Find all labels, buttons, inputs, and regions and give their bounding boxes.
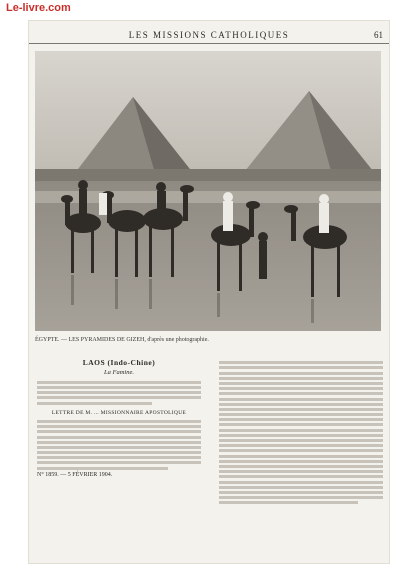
text-line	[37, 402, 152, 405]
text-line	[37, 467, 168, 470]
text-line	[219, 387, 383, 390]
text-line	[219, 444, 383, 447]
text-line	[37, 441, 201, 444]
photo-illustration	[35, 51, 381, 331]
text-line	[219, 403, 383, 406]
text-line	[37, 430, 201, 433]
text-line	[219, 413, 383, 416]
text-line	[219, 408, 383, 411]
page-number: 61	[374, 30, 383, 40]
text-line	[219, 398, 383, 401]
text-line	[219, 392, 383, 395]
figure-caption: ÉGYPTE. — LES PYRAMIDES DE GIZEH, d'après une photographie.	[35, 337, 209, 343]
text-line	[219, 439, 383, 442]
left-body-text	[37, 381, 201, 405]
text-line	[219, 418, 383, 421]
text-line	[37, 456, 201, 459]
text-line	[219, 449, 383, 452]
text-line	[219, 486, 383, 489]
text-line	[219, 361, 383, 364]
site-watermark: Le-livre.com	[6, 2, 71, 14]
right-column	[219, 359, 383, 506]
section-subtitle: La Famine.	[104, 369, 134, 377]
section-title: LAOS (Indo-Chine)	[82, 358, 156, 367]
pyramids-photograph	[35, 51, 381, 331]
text-line	[219, 481, 383, 484]
text-line	[219, 455, 383, 458]
text-line	[37, 436, 201, 439]
text-line	[219, 382, 383, 385]
text-line	[219, 491, 383, 494]
issue-footer: N° 1859. — 5 FÉVRIER 1904.	[37, 471, 113, 478]
text-line	[219, 475, 383, 478]
text-line	[219, 366, 383, 369]
text-line	[37, 451, 201, 454]
letter-body-text	[37, 420, 201, 470]
left-column	[37, 359, 201, 479]
text-line	[219, 496, 383, 499]
text-line	[219, 470, 383, 473]
text-line	[219, 429, 383, 432]
text-line	[37, 461, 201, 464]
text-line	[37, 396, 201, 399]
text-line	[219, 460, 383, 463]
right-body-text	[219, 361, 383, 504]
text-line	[37, 391, 201, 394]
text-line	[219, 423, 383, 426]
text-line	[37, 446, 201, 449]
letter-heading: LETTRE DE M. ... MISSIONNAIRE APOSTOLIQUE	[51, 409, 187, 416]
running-title: LES MISSIONS CATHOLIQUES	[128, 30, 290, 40]
text-line	[219, 377, 383, 380]
text-line	[37, 381, 201, 384]
text-line	[37, 420, 201, 423]
text-line	[219, 501, 358, 504]
text-line	[37, 425, 201, 428]
magazine-page	[28, 20, 390, 564]
page-header	[29, 29, 389, 44]
text-line	[37, 386, 201, 389]
text-line	[219, 465, 383, 468]
text-line	[219, 372, 383, 375]
text-line	[219, 434, 383, 437]
